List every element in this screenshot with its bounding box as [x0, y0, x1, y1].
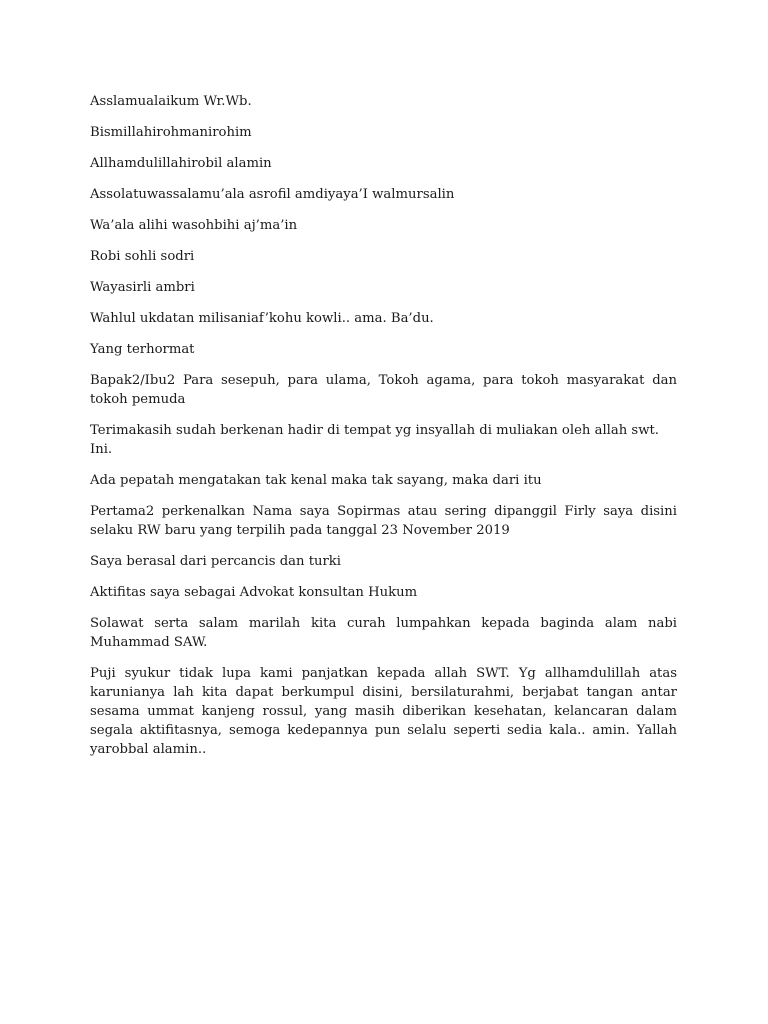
paragraph-wahlul: Wahlul ukdatan milisaniaf’kohu kowli.. ama. Ba’du.: [90, 311, 434, 326]
paragraph-yang-terhormat: Yang terhormat: [90, 342, 195, 357]
document-body: [90, 92, 677, 771]
paragraph-greeting: Asslamualaikum Wr.Wb.: [90, 94, 252, 109]
paragraph-alihi: Wa’ala alihi wasohbihi aj’ma’in: [90, 218, 298, 233]
paragraph-proverb: Ada pepatah mengatakan tak kenal maka tak sayang, maka dari itu: [90, 473, 542, 488]
paragraph-robi: Robi sohli sodri: [90, 249, 195, 264]
paragraph-thanks: Terimakasih sudah berkenan hadir di tempat yg insyallah di muliakan oleh allah swt. Ini.: [90, 423, 659, 457]
paragraph-solawat: Solawat serta salam marilah kita curah lumpahkan kepada baginda alam nabi Muhammad SAW.: [90, 616, 677, 650]
paragraph-origin: Saya berasal dari percancis dan turki: [90, 554, 342, 569]
paragraph-closing: Puji syukur tidak lupa kami panjatkan kepada allah SWT. Yg allhamdulillah atas karunianya lah kita dapat berkumpul disini, bersilaturahmi, berjabat tangan antar sesama ummat kanjeng rossul, yang masih diberikan kesehatan, kelancaran dalam segala aktifitasnya, semoga kedepannya pun selalu seperti sedia kala.. amin. Yallah yarobbal alamin..: [90, 666, 677, 757]
paragraph-wayasirli: Wayasirli ambri: [90, 280, 195, 295]
paragraph-introduction: Pertama2 perkenalkan Nama saya Sopirmas atau sering dipanggil Firly saya disini selaku RW baru yang terpilih pada tanggal 23 November 2019: [90, 504, 677, 538]
paragraph-salawat: Assolatuwassalamu’ala asrofil amdiyaya’I walmursalin: [90, 187, 455, 202]
paragraph-bismillah: Bismillahirohmanirohim: [90, 125, 252, 140]
paragraph-hamdalah: Allhamdulillahirobil alamin: [90, 156, 272, 171]
paragraph-audience: Bapak2/Ibu2 Para sesepuh, para ulama, Tokoh agama, para tokoh masyarakat dan tokoh pemuda: [90, 373, 677, 407]
paragraph-activity: Aktifitas saya sebagai Advokat konsultan Hukum: [90, 585, 418, 600]
